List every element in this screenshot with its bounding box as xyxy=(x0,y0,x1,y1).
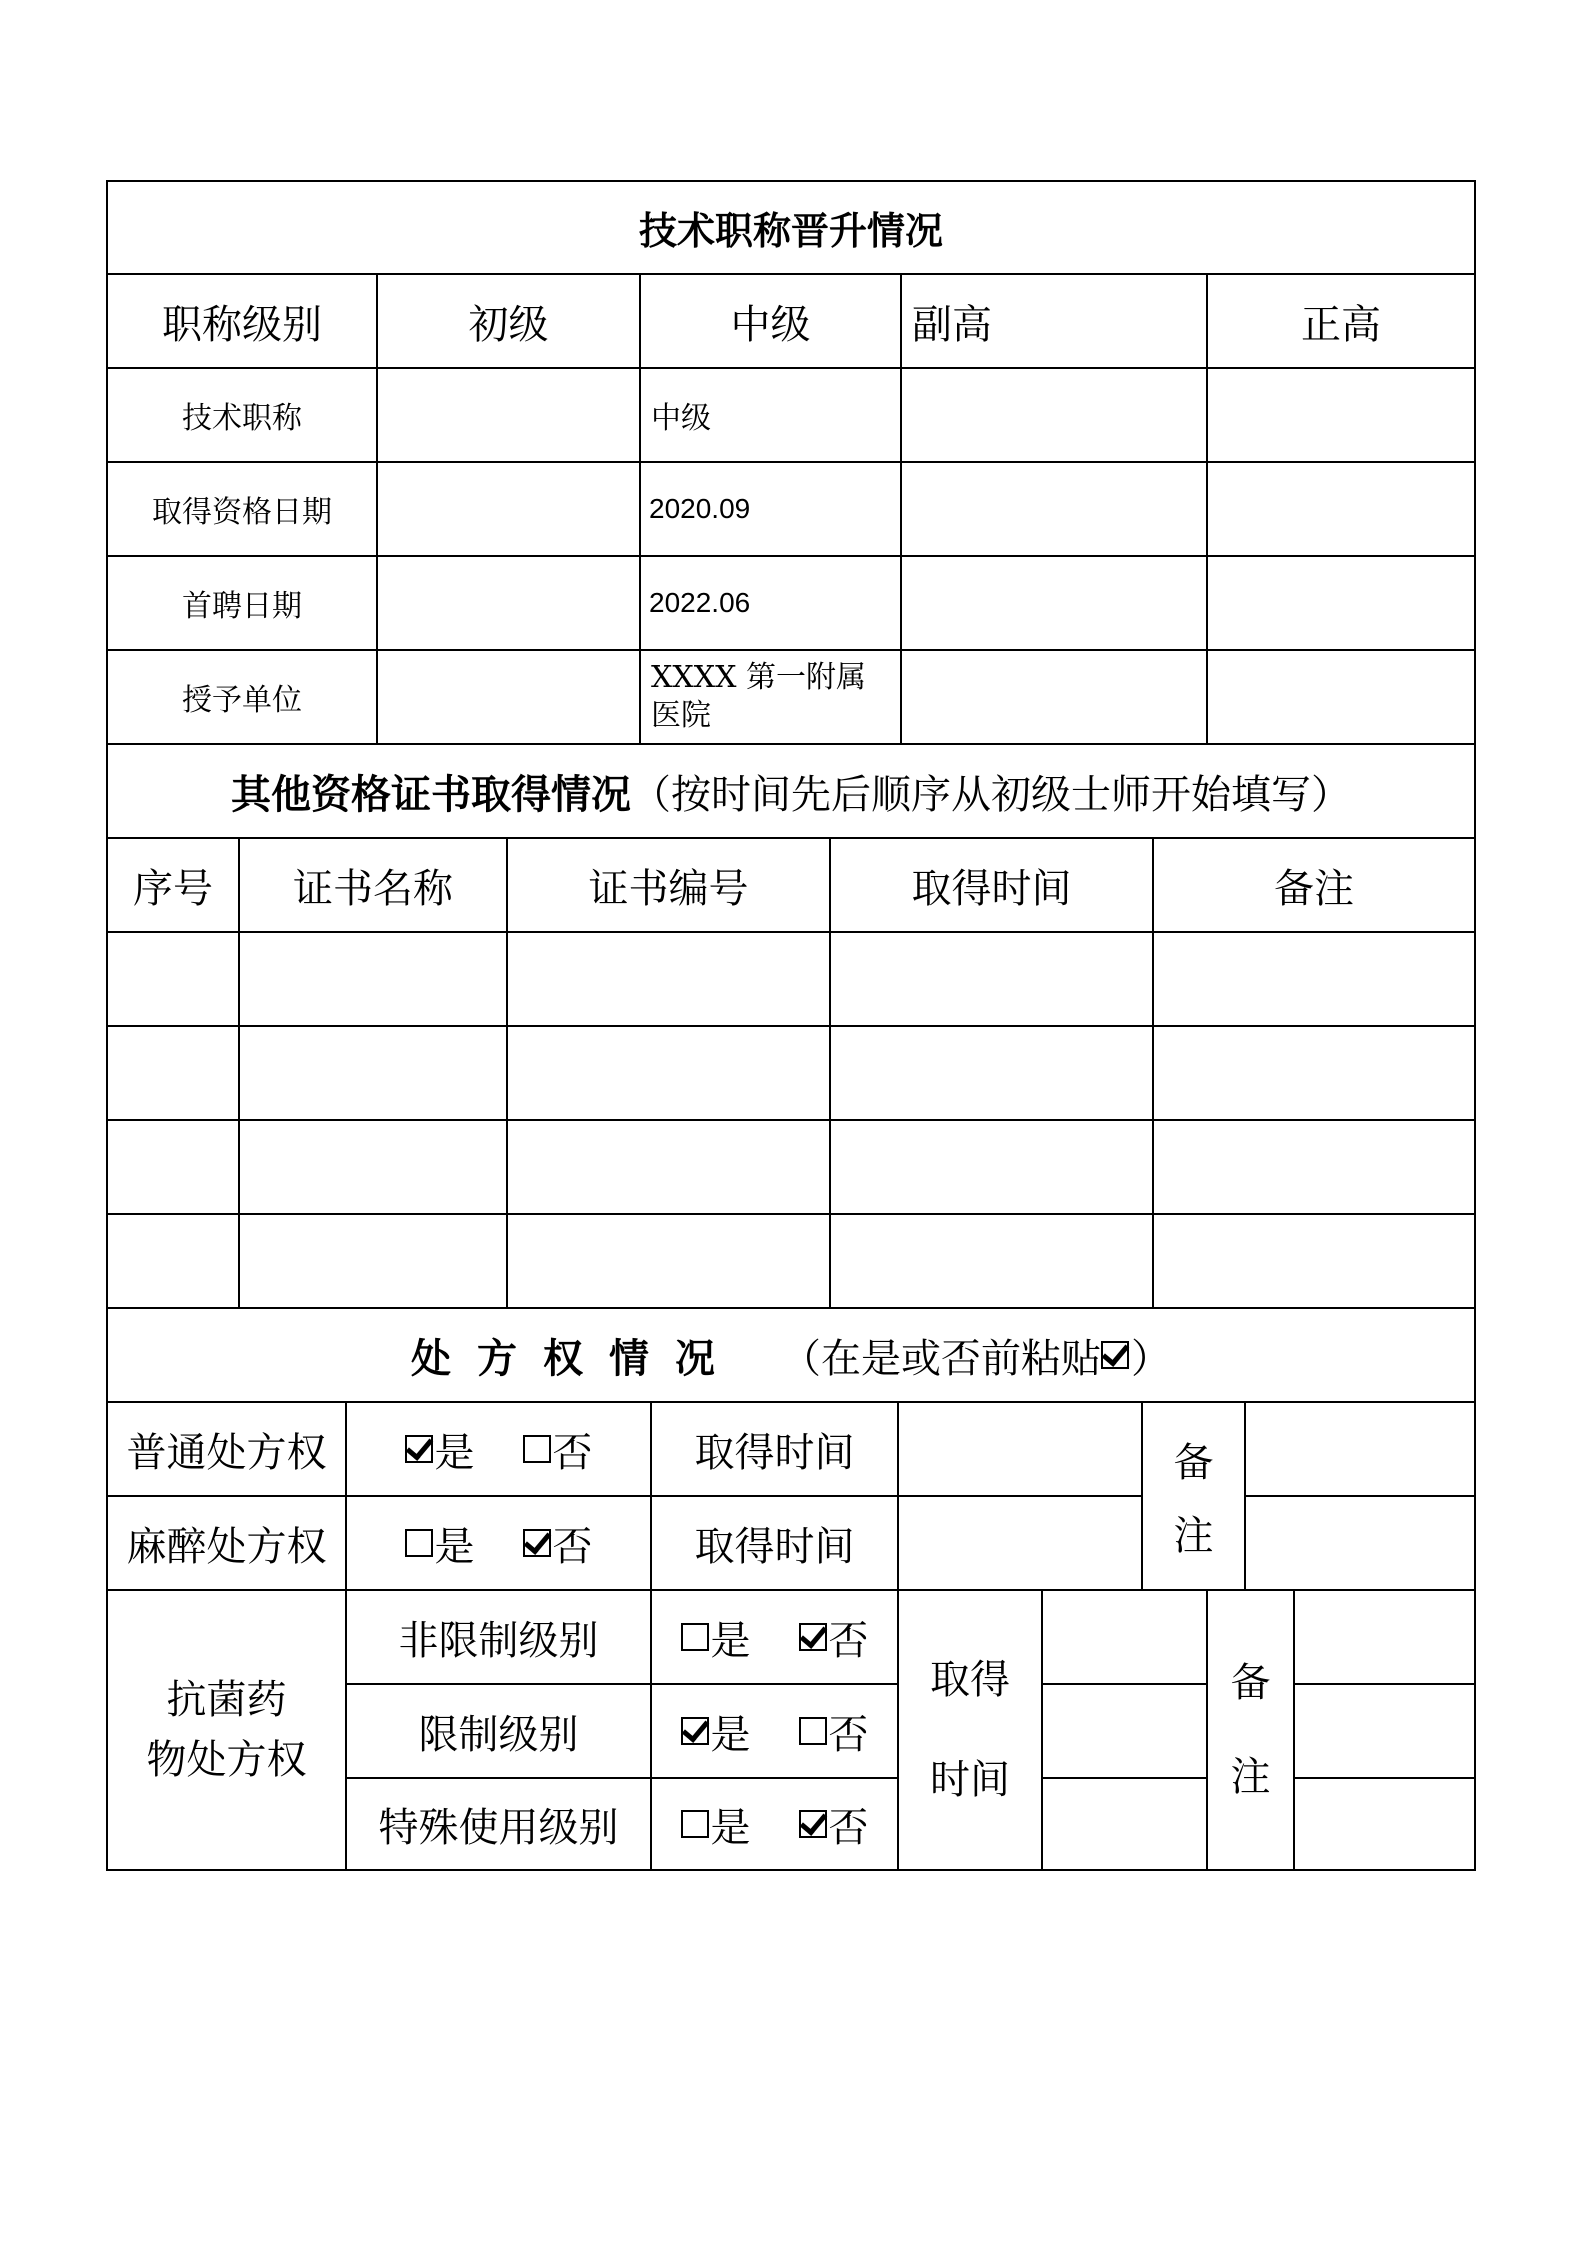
no-label: 否 xyxy=(828,1617,869,1664)
label-special-use: 特殊使用级别 xyxy=(378,1804,619,1851)
label-general-prescription: 普通处方权 xyxy=(126,1429,327,1476)
no-label: 否 xyxy=(552,1429,593,1476)
general-prescription-options[interactable] xyxy=(347,1403,650,1495)
time-line1: 取得 xyxy=(930,1657,1010,1703)
section3-hint: （在是或否前粘贴 xyxy=(781,1335,1101,1382)
empty-box-icon[interactable] xyxy=(681,1810,709,1838)
row-label-hire-date: 首聘日期 xyxy=(182,589,302,624)
checked-box-icon[interactable] xyxy=(799,1623,827,1651)
cell-title-intermediate: 中级 xyxy=(651,401,711,436)
section1-title: 技术职称晋升情况 xyxy=(638,208,943,253)
section2-title: 其他资格证书取得情况 xyxy=(231,770,631,818)
cell-granting-unit: XXXX 第一附属医院 xyxy=(651,660,866,733)
row-label-granting-unit: 授予单位 xyxy=(182,683,302,718)
checked-box-icon[interactable] xyxy=(405,1435,433,1463)
antibiotic-time-label xyxy=(899,1591,1041,1869)
antibiotic-label-line1: 抗菌药 xyxy=(166,1677,287,1723)
label-nonrestricted: 非限制级别 xyxy=(398,1617,599,1664)
header-remark: 备注 xyxy=(1274,865,1354,912)
yes-label: 是 xyxy=(434,1523,475,1570)
remark-char-1: 备 xyxy=(1230,1660,1271,1706)
header-obtain-time: 取得时间 xyxy=(911,865,1072,912)
section2-title-row xyxy=(108,745,1474,837)
no-label: 否 xyxy=(828,1711,869,1758)
anesthesia-prescription-options[interactable] xyxy=(347,1497,650,1589)
header-senior: 正高 xyxy=(1301,301,1381,348)
checked-box-icon[interactable] xyxy=(681,1717,709,1745)
nonrestricted-options[interactable] xyxy=(652,1591,897,1683)
header-junior: 初级 xyxy=(468,301,549,348)
time-line2: 时间 xyxy=(930,1757,1010,1803)
restricted-options[interactable] xyxy=(652,1685,897,1777)
empty-box-icon[interactable] xyxy=(405,1529,433,1557)
section3-title: 处方权情况 xyxy=(411,1334,741,1382)
no-label: 否 xyxy=(828,1804,869,1851)
row-label-title: 技术职称 xyxy=(182,401,302,436)
anesthesia-time-label: 取得时间 xyxy=(694,1523,855,1570)
header-level: 职称级别 xyxy=(162,301,322,348)
label-restricted: 限制级别 xyxy=(418,1711,579,1758)
section3-hint-end: ） xyxy=(1131,1335,1171,1382)
header-cert-number: 证书编号 xyxy=(588,865,749,912)
general-time-label: 取得时间 xyxy=(694,1429,855,1476)
checked-box-icon[interactable] xyxy=(799,1810,827,1838)
header-seq: 序号 xyxy=(133,865,213,912)
row-label-qualification-date: 取得资格日期 xyxy=(152,495,332,530)
cell-qualification-date: 2020.09 xyxy=(649,493,751,524)
yes-label: 是 xyxy=(710,1804,751,1851)
section3-remark xyxy=(1143,1403,1244,1589)
section2-subtitle: （按时间先后顺序从初级士师开始填写） xyxy=(631,771,1351,818)
empty-box-icon[interactable] xyxy=(681,1623,709,1651)
remark-char-2: 注 xyxy=(1230,1754,1271,1800)
antibiotic-label xyxy=(108,1591,345,1869)
header-intermediate: 中级 xyxy=(730,301,811,348)
yes-label: 是 xyxy=(434,1429,475,1476)
no-label: 否 xyxy=(552,1523,593,1570)
cert-empty-rows[interactable] xyxy=(108,933,1474,1307)
header-cert-name: 证书名称 xyxy=(293,865,453,912)
empty-box-icon[interactable] xyxy=(523,1435,551,1463)
section3-title-row xyxy=(108,1309,1474,1401)
checked-box-icon[interactable] xyxy=(523,1529,551,1557)
section4-remark xyxy=(1208,1591,1293,1869)
header-associate-senior: 副高 xyxy=(912,301,992,348)
yes-label: 是 xyxy=(710,1617,751,1664)
empty-box-icon[interactable] xyxy=(799,1717,827,1745)
checked-box-icon xyxy=(1101,1341,1129,1369)
remark-char-1: 备 xyxy=(1173,1440,1214,1486)
antibiotic-label-line2: 物处方权 xyxy=(146,1737,307,1783)
cell-hire-date: 2022.06 xyxy=(649,587,751,618)
yes-label: 是 xyxy=(710,1711,751,1758)
remark-char-2: 注 xyxy=(1173,1513,1214,1559)
special-use-options[interactable] xyxy=(652,1779,897,1869)
label-anesthesia-prescription: 麻醉处方权 xyxy=(126,1523,327,1570)
